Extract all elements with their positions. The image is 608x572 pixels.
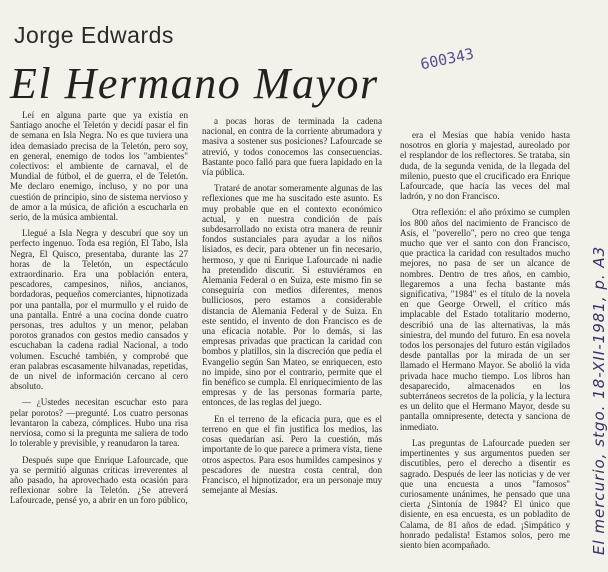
paragraph: Otra reflexión: el año próximo se cumplen los 800 años del nacimiento de Francisco de Asís, el "poverello", pero no creo que tenga mucho que ver el santo con don Francisco, que practica la caridad con resultados mucho mejores, no pasa de ser un alcance de nombres. Dentro de tres años, en cambio, llegaremos a una fecha bastante más significativa, "1984" es el título de la novela en que George Orwell, el crítico más implacable del Estado totalitario moderno, describió una de las alternativas, la más siniestra, del mundo del futuro. En esa novela todos los personajes del futuro están vigilados desde pantallas por la mirada de un ser llamado el Hermano Mayor. Se abolió la vida privada hace mucho tiempo. Los libros han desaparecido, almacenados en los subterráneos secretos de la policía, y la lectura es un delito que el Hermano Mayor, desde su pantalla omnipresente, detecta y sanciona de inmediato. (400, 207, 570, 432)
article-column-3 (400, 130, 570, 556)
paragraph: Leí en alguna parte que ya existía en Santiago anoche el Teletón y decidí pasar el fin de semana en Isla Negra. No es que tuviera una idea demasiado precisa de la Teletón, pero soy, en general, enemigo de todos los "ambientes" colectivos: el ambiente de carnaval, el de Mundial de fútbol, el de guerra, el de Teletón. Me declaro enemigo, incluso, y no por una cuestión de principio, sino de sistema nervioso y de amor a la música, de afición a escucharla en serio, de la música ambiental. (10, 110, 188, 223)
article-headline: El Hermano Mayor (10, 59, 379, 108)
margin-note-text: El mercurio, stgo. 18-XII-1981, p. A3 (590, 245, 608, 555)
paragraph: — ¿Ustedes necesitan escuchar esto para pelar porotos? —pregunté. Los cuatro personas levantaron la cabeza, cómplices. Hubo una risa nerviosa, como si la pregunta me saliera de todo lo tolerable y previsible, y reanudaron la tarea. (10, 397, 188, 449)
paragraph: a pocas horas de terminada la cadena nacional, en contra de la corriente abrumadora y masiva a sostener sus posiciones? Lafourcade se atrevió, y todos conocemos las consecuencias. Bastante poco falló para que fuera lapidado en la vía pública. (202, 116, 382, 178)
paragraph: Trataré de anotar someramente algunas de las reflexiones que me ha suscitado este asunto. Es muy probable que en el contexto económico actual, y en nuestra condición de país subdesarrollado no exista otra manera de reunir fondos sustanciales para ayudar a los niños lisiados, es decir, para obtener un fin necesario, hermoso, y que ni Enrique Lafourcade ni nadie ha pretendido discutir. Si estuviéramos en Alemania Federal o en Suiza, este mismo fin se conseguiría con medios diferentes, menos bulliciosos, pero estamos a considerable distancia de Alemania Federal y de Suiza. En este sentido, el invento de don Francisco es de una eficacia notable. Por lo demás, si las empresas privadas que practican la caridad con bombos y platillos, sin la discreción que pedía el Evangelio según San Mateo, se enriquecen, esto no impide, sino por el contrario, permite que el fin benéfico se cumpla. El enriquecimiento de las empresas y de las personas formaría parte, entonces, de las reglas del juego. (202, 183, 382, 408)
author-byline: Jorge Edwards (14, 22, 174, 48)
article-column-1 (10, 110, 188, 512)
paragraph: Llegué a Isla Negra y descubrí que soy un perfecto ingenuo. Toda esa región, El Tabo, Isla Negra, El Quisco, presentaba, durante las 27 horas de la Teletón, un espectáculo extraordinario. Era una población entera, pescadores, campesinos, niños, ancianos, bordadoras, pequeños comerciantes, hipnotizada por una pantalla, por el murmullo y el ruido de una pantalla. Entré a una cocina donde cuatro personas, tres adultos y un menor, pelaban porotos granados con gestos medio cansados y escuchaban la cadena radial Nacional, a todo volumen. Escuché también, y comprobé que eran palabras escasamente hilvanadas, repetidas, de un nivel de información cercano al cero absoluto. (10, 228, 188, 392)
paragraph: Las preguntas de Lafourcade pueden ser impertinentes y sus argumentos pueden ser discutibles, pero el derecho a disentir es sagrado. Después de leer las noticias y de ver que una encuesta a unos "famosos" curiosamente unánimes, he pensado que una cierta ¿Sintonía de 1984? El único que disiente, en esa encuesta, es un pobladito de Calama, de 81 años de edad. ¡Simpático y honrado pedalista! Estamos solos, pero me siento bien acompañado. (400, 437, 570, 550)
archive-stamp: 600343 (418, 44, 476, 74)
paragraph: era el Mesías que había venido hasta nosotros en gloria y majestad, aureolado por el resplandor de los reflectores. Se trataba, sin duda, de la segunda venida, de la llegada del milenio, puesto que el crucificado era Enrique Lafourcade, que hacía las veces del mal ladrón, y no don Francisco. (400, 130, 570, 202)
handwritten-margin-note (568, 160, 608, 560)
paragraph: En el terreno de la eficacia pura, que es el terreno en que el fin justifica los medios, las cosas quedarían así. Pero la cuestión, más importante de lo que parece a primera vista, tiene otros aspectos. Para esos humildes campesinos y pescadores de nuestra costa central, don Francisco, el hipnotizador, era un personaje muy semejante al Mesías. (202, 413, 382, 496)
paragraph: Después supe que Enrique Lafourcade, que ya se permitió algunas críticas irreverentes al año pasado, ha aprovechado esta ocasión para reflexionar sobre la Teletón. ¿Se atreverá Lafourcade, pensé yo, a abrir en un foro público, (10, 454, 188, 506)
article-column-2 (202, 116, 382, 501)
